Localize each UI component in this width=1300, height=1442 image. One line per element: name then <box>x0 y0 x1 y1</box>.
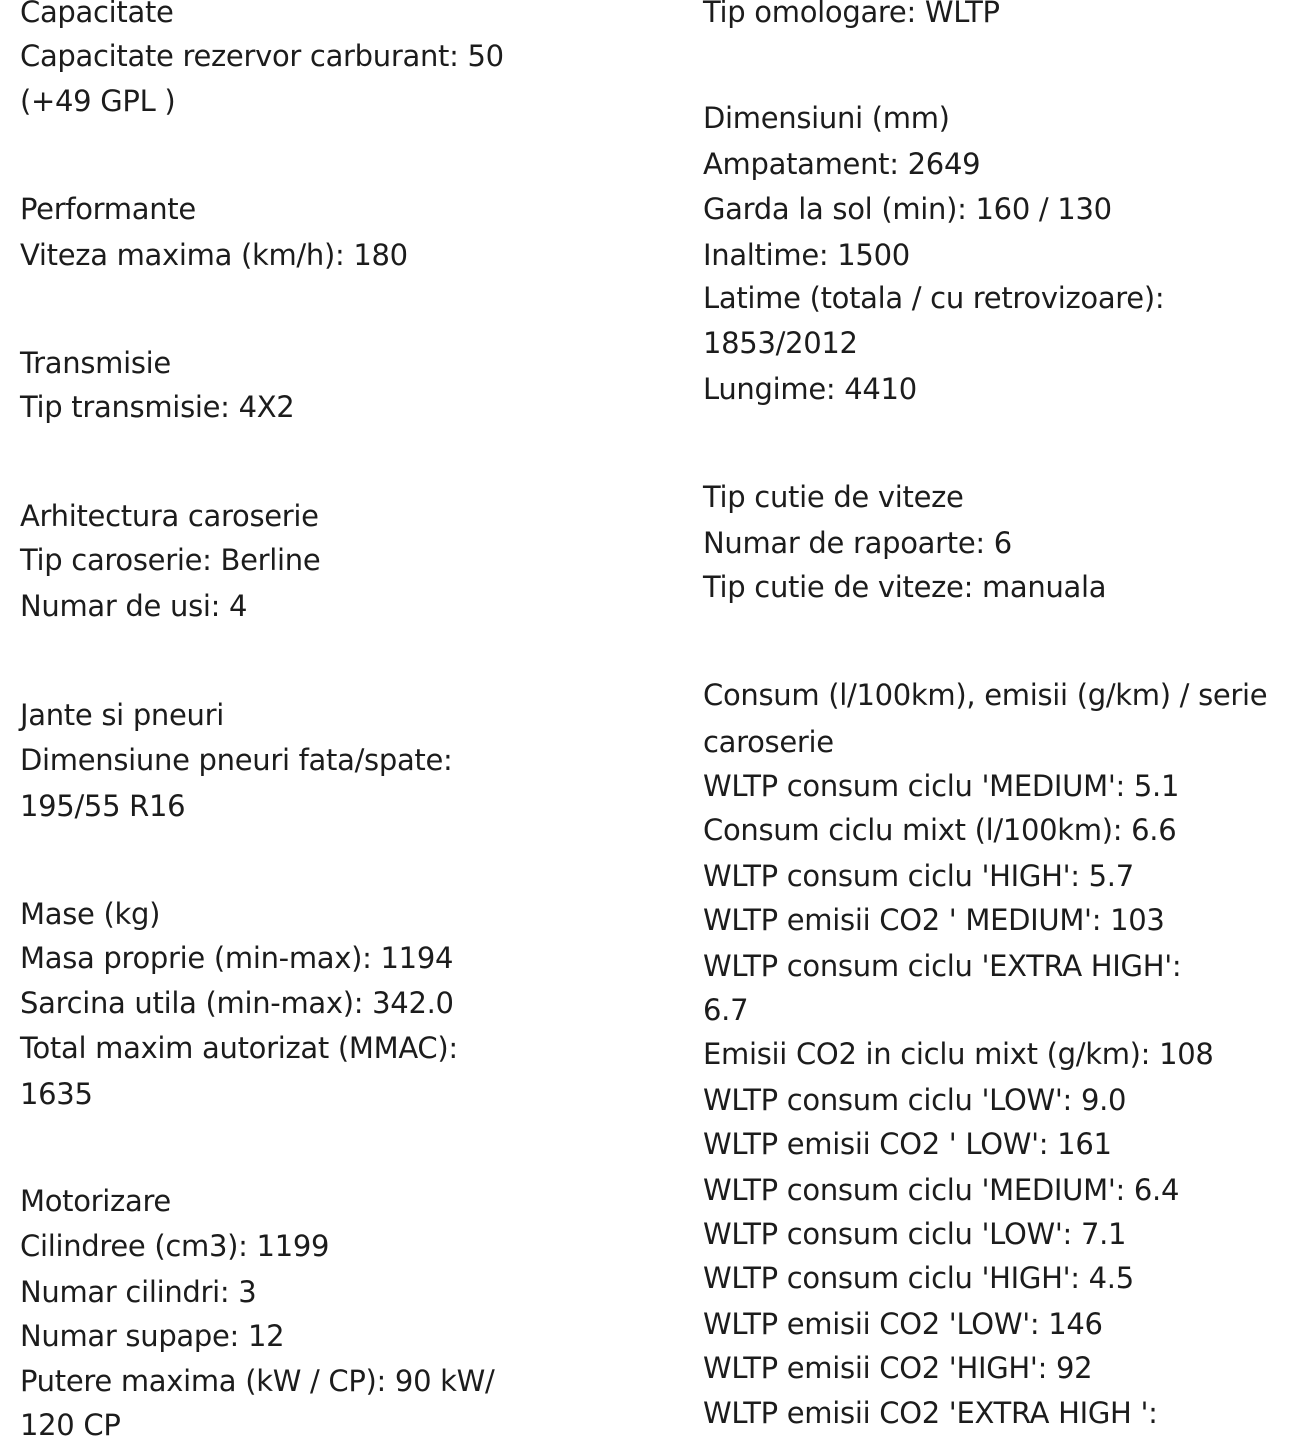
spec-fuel-tank-capacity-cont: (+49 GPL ) <box>20 84 176 118</box>
spec-curb-weight: Masa proprie (min-max): 1194 <box>20 941 454 975</box>
spec-ground-clearance: Garda la sol (min): 160 / 130 <box>703 192 1112 226</box>
spec-height: Inaltime: 1500 <box>703 238 910 272</box>
spec-wltp-consumption-line: WLTP consum ciclu 'HIGH': 5.7 <box>703 859 1134 893</box>
spec-mixed-co2-emissions: Emisii CO2 in ciclu mixt (g/km): 108 <box>703 1037 1214 1071</box>
section-heading-dimensiuni: Dimensiuni (mm) <box>703 101 950 135</box>
spec-wltp-emissions-line: WLTP emisii CO2 ' LOW': 161 <box>703 1127 1112 1161</box>
spec-gross-weight: Total maxim autorizat (MMAC): <box>20 1031 458 1065</box>
spec-wltp-consumption-line: WLTP consum ciclu 'EXTRA HIGH': <box>703 949 1182 983</box>
spec-wltp-consumption-line: WLTP consum ciclu 'MEDIUM': 6.4 <box>703 1173 1180 1207</box>
spec-cylinder-count: Numar cilindri: 3 <box>20 1275 257 1309</box>
spec-displacement: Cilindree (cm3): 1199 <box>20 1229 330 1263</box>
spec-transmission-type: Tip transmisie: 4X2 <box>20 390 295 424</box>
section-heading-cutie-viteze: Tip cutie de viteze <box>703 480 964 514</box>
spec-gear-count: Numar de rapoarte: 6 <box>703 526 1012 560</box>
section-heading-performante: Performante <box>20 192 196 226</box>
spec-width: Latime (totala / cu retrovizoare): <box>703 281 1165 315</box>
spec-mixed-consumption: Consum ciclu mixt (l/100km): 6.6 <box>703 813 1177 847</box>
spec-wheelbase: Ampatament: 2649 <box>703 147 981 181</box>
section-heading-motorizare: Motorizare <box>20 1184 171 1218</box>
spec-tire-size: Dimensiune pneuri fata/spate: <box>20 743 453 777</box>
section-heading-consum: Consum (l/100km), emisii (g/km) / serie <box>703 678 1268 712</box>
spec-door-count: Numar de usi: 4 <box>20 589 248 623</box>
spec-body-type: Tip caroserie: Berline <box>20 543 321 577</box>
section-heading-mase: Mase (kg) <box>20 897 161 931</box>
section-heading-consum-cont: caroserie <box>703 725 834 759</box>
spec-wltp-emissions-line: WLTP emisii CO2 'EXTRA HIGH ': <box>703 1396 1158 1430</box>
section-heading-jante: Jante si pneuri <box>20 698 225 732</box>
spec-gross-weight-cont: 1635 <box>20 1077 93 1111</box>
spec-max-speed: Viteza maxima (km/h): 180 <box>20 238 408 272</box>
section-heading-transmisie: Transmisie <box>20 346 171 380</box>
spec-gearbox-type: Tip cutie de viteze: manuala <box>703 570 1107 604</box>
section-heading-arhitectura: Arhitectura caroserie <box>20 499 319 533</box>
spec-wltp-consumption-line: WLTP consum ciclu 'LOW': 9.0 <box>703 1083 1127 1117</box>
spec-wltp-consumption-line: WLTP consum ciclu 'LOW': 7.1 <box>703 1217 1127 1251</box>
spec-max-power-cont: 120 CP <box>20 1408 121 1442</box>
spec-width-cont: 1853/2012 <box>703 326 858 360</box>
spec-payload: Sarcina utila (min-max): 342.0 <box>20 986 454 1020</box>
spec-wltp-emissions-line: WLTP emisii CO2 ' MEDIUM': 103 <box>703 903 1165 937</box>
spec-valve-count: Numar supape: 12 <box>20 1319 285 1353</box>
spec-wltp-emissions-line: WLTP emisii CO2 'LOW': 146 <box>703 1307 1103 1341</box>
section-heading-capacitate: Capacitate <box>20 0 174 29</box>
spec-tire-size-cont: 195/55 R16 <box>20 789 186 823</box>
spec-wltp-consumption-line: WLTP consum ciclu 'HIGH': 4.5 <box>703 1261 1134 1295</box>
spec-homologation-type: Tip omologare: WLTP <box>703 0 1000 29</box>
spec-length: Lungime: 4410 <box>703 372 917 406</box>
spec-fuel-tank-capacity: Capacitate rezervor carburant: 50 <box>20 39 504 73</box>
spec-wltp-consumption-line: WLTP consum ciclu 'MEDIUM': 5.1 <box>703 769 1180 803</box>
spec-wltp-emissions-line: WLTP emisii CO2 'HIGH': 92 <box>703 1351 1093 1385</box>
spec-max-power: Putere maxima (kW / CP): 90 kW/ <box>20 1364 495 1398</box>
spec-wltp-consumption-cont: 6.7 <box>703 993 749 1027</box>
